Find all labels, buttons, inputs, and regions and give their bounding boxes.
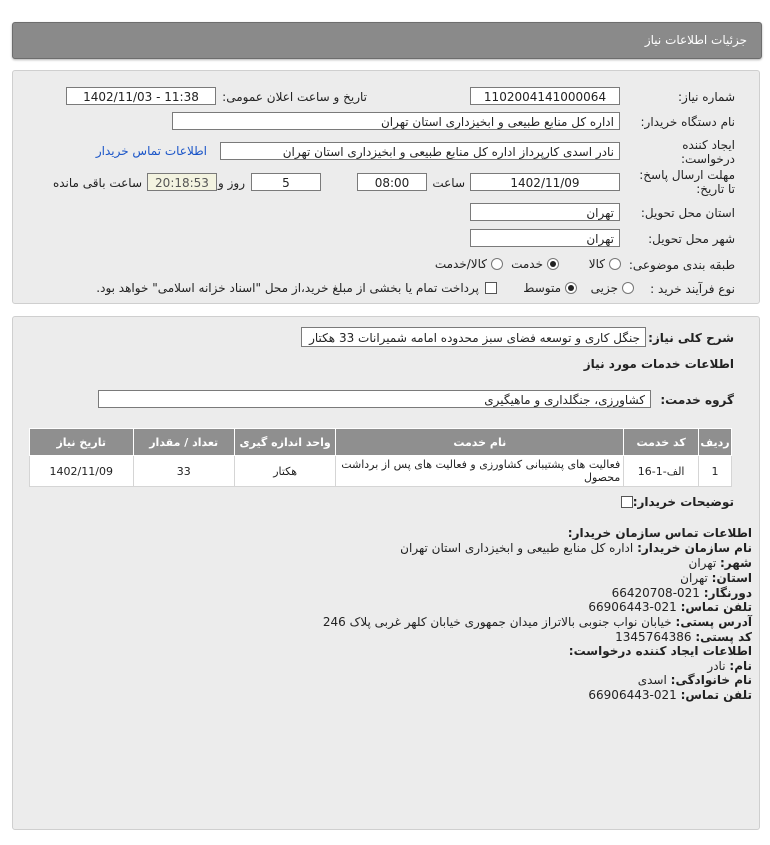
contact-postal: کد پستی: 1345764386 bbox=[615, 630, 752, 644]
process-option-medium: متوسط bbox=[523, 281, 561, 295]
service-group-field[interactable]: کشاورزی، جنگلداری و ماهیگیری bbox=[98, 390, 651, 408]
contact-province: استان: تهران bbox=[680, 571, 752, 585]
category-option-both: کالا/خدمت bbox=[434, 257, 487, 271]
cell-row: 1 bbox=[699, 456, 732, 487]
deadline-date-field[interactable]: 1402/11/09 bbox=[470, 173, 620, 191]
cell-quantity: 33 bbox=[133, 456, 234, 487]
deadline-label-2: تا تاریخ: bbox=[696, 182, 735, 196]
contact-city: شهر: تهران bbox=[688, 556, 752, 570]
category-option-goods: کالا bbox=[588, 257, 605, 271]
creator-phone: تلفن تماس: 021-66906443 bbox=[588, 688, 752, 702]
category-radio-both[interactable] bbox=[491, 258, 503, 270]
buyer-org-field[interactable]: اداره کل منابع طبیعی و ابخیزداری استان تهران bbox=[172, 112, 620, 130]
deadline-time-field[interactable]: 08:00 bbox=[357, 173, 427, 191]
process-option-minor: جزیی bbox=[590, 281, 618, 295]
col-service-code: کد خدمت bbox=[624, 429, 699, 456]
province-field[interactable]: تهران bbox=[470, 203, 620, 221]
description-field[interactable]: جنگل کاری و توسعه فضای سبز محدوده امامه شمیرانات 33 هکتار bbox=[301, 327, 646, 347]
buyer-notes-label: توضیحات خریدار: bbox=[632, 495, 734, 509]
days-field[interactable]: 5 bbox=[251, 173, 321, 191]
page-header bbox=[12, 22, 762, 59]
city-field[interactable]: تهران bbox=[470, 229, 620, 247]
contact-phone: تلفن تماس: 021-66906443 bbox=[588, 600, 752, 614]
buyer-org-label: نام دستگاه خریدار: bbox=[640, 115, 735, 129]
need-number-field[interactable]: 1102004141000064 bbox=[470, 87, 620, 105]
category-option-service: خدمت bbox=[511, 257, 543, 271]
treasury-payment-checkbox[interactable] bbox=[485, 282, 497, 294]
contact-org: نام سازمان خریدار: اداره کل منابع طبیعی و ابخیزداری استان تهران bbox=[400, 541, 752, 555]
services-table-header bbox=[30, 429, 732, 456]
creator-field[interactable]: نادر اسدی کارپرداز اداره کل منابع طبیعی و ابخیزداری استان تهران bbox=[220, 142, 620, 160]
process-radio-medium[interactable] bbox=[565, 282, 577, 294]
creator-name: نام: نادر bbox=[707, 659, 752, 673]
process-radio-minor[interactable] bbox=[622, 282, 634, 294]
days-label: روز و bbox=[218, 176, 245, 190]
services-title: اطلاعات خدمات مورد نیاز bbox=[583, 357, 734, 371]
cell-service-name: فعالیت های پشتیبانی کشاورزی و فعالیت های پس از برداشت محصول bbox=[336, 456, 624, 487]
announce-field[interactable]: 1402/11/03 - 11:38 bbox=[66, 87, 216, 105]
category-label: طبقه بندی موضوعی: bbox=[628, 258, 735, 272]
cell-need-date: 1402/11/09 bbox=[30, 456, 134, 487]
request-info-panel bbox=[12, 70, 760, 304]
contact-fax: دورنگار: 021-66420708 bbox=[611, 586, 752, 600]
city-label: شهر محل تحویل: bbox=[648, 232, 735, 246]
need-number-label: شماره نیاز: bbox=[678, 90, 735, 104]
time-label: ساعت bbox=[432, 176, 465, 190]
category-radio-goods[interactable] bbox=[609, 258, 621, 270]
creator-label: ایجاد کننده bbox=[682, 138, 735, 152]
cell-service-code: الف-1-16 bbox=[624, 456, 699, 487]
announce-label: تاریخ و ساعت اعلان عمومی: bbox=[222, 90, 367, 104]
creator-family: نام خانوادگی: اسدی bbox=[637, 673, 752, 687]
treasury-payment-note: پرداخت تمام یا بخشی از مبلغ خرید،از محل "اسناد خزانه اسلامی" خواهد بود. bbox=[96, 281, 479, 295]
service-group-label: گروه خدمت: bbox=[660, 393, 734, 407]
services-table bbox=[29, 428, 732, 487]
cell-unit: هکتار bbox=[234, 456, 335, 487]
province-label: استان محل تحویل: bbox=[640, 206, 735, 220]
creator-label-2: درخواست: bbox=[681, 152, 735, 166]
category-radio-service[interactable] bbox=[547, 258, 559, 270]
deadline-label: مهلت ارسال پاسخ: bbox=[639, 168, 735, 182]
col-unit: واحد اندازه گیری bbox=[234, 429, 335, 456]
remaining-time-field: 20:18:53 bbox=[147, 173, 217, 191]
contact-title: اطلاعات تماس سازمان خریدار: bbox=[567, 526, 752, 540]
page-title: جزئیات اطلاعات نیاز bbox=[644, 33, 747, 47]
col-service-name: نام خدمت bbox=[336, 429, 624, 456]
buyer-contact-link[interactable]: اطلاعات تماس خریدار bbox=[95, 144, 207, 158]
contact-address: آدرس پستی: خیابان نواب جنوبی بالاتراز میدان جمهوری خیابان کلهر غربی پلاک 246 bbox=[322, 615, 752, 629]
col-need-date: تاریخ نیاز bbox=[30, 429, 134, 456]
creator-info-title: اطلاعات ایجاد کننده درخواست: bbox=[568, 644, 752, 658]
col-quantity: تعداد / مقدار bbox=[133, 429, 234, 456]
table-row bbox=[30, 456, 732, 487]
buyer-notes-checkbox[interactable] bbox=[621, 496, 633, 508]
remaining-label: ساعت باقی مانده bbox=[52, 176, 142, 190]
description-label: شرح کلی نیاز: bbox=[648, 331, 734, 345]
col-row: ردیف bbox=[699, 429, 732, 456]
process-label: نوع فرآیند خرید : bbox=[650, 282, 735, 296]
